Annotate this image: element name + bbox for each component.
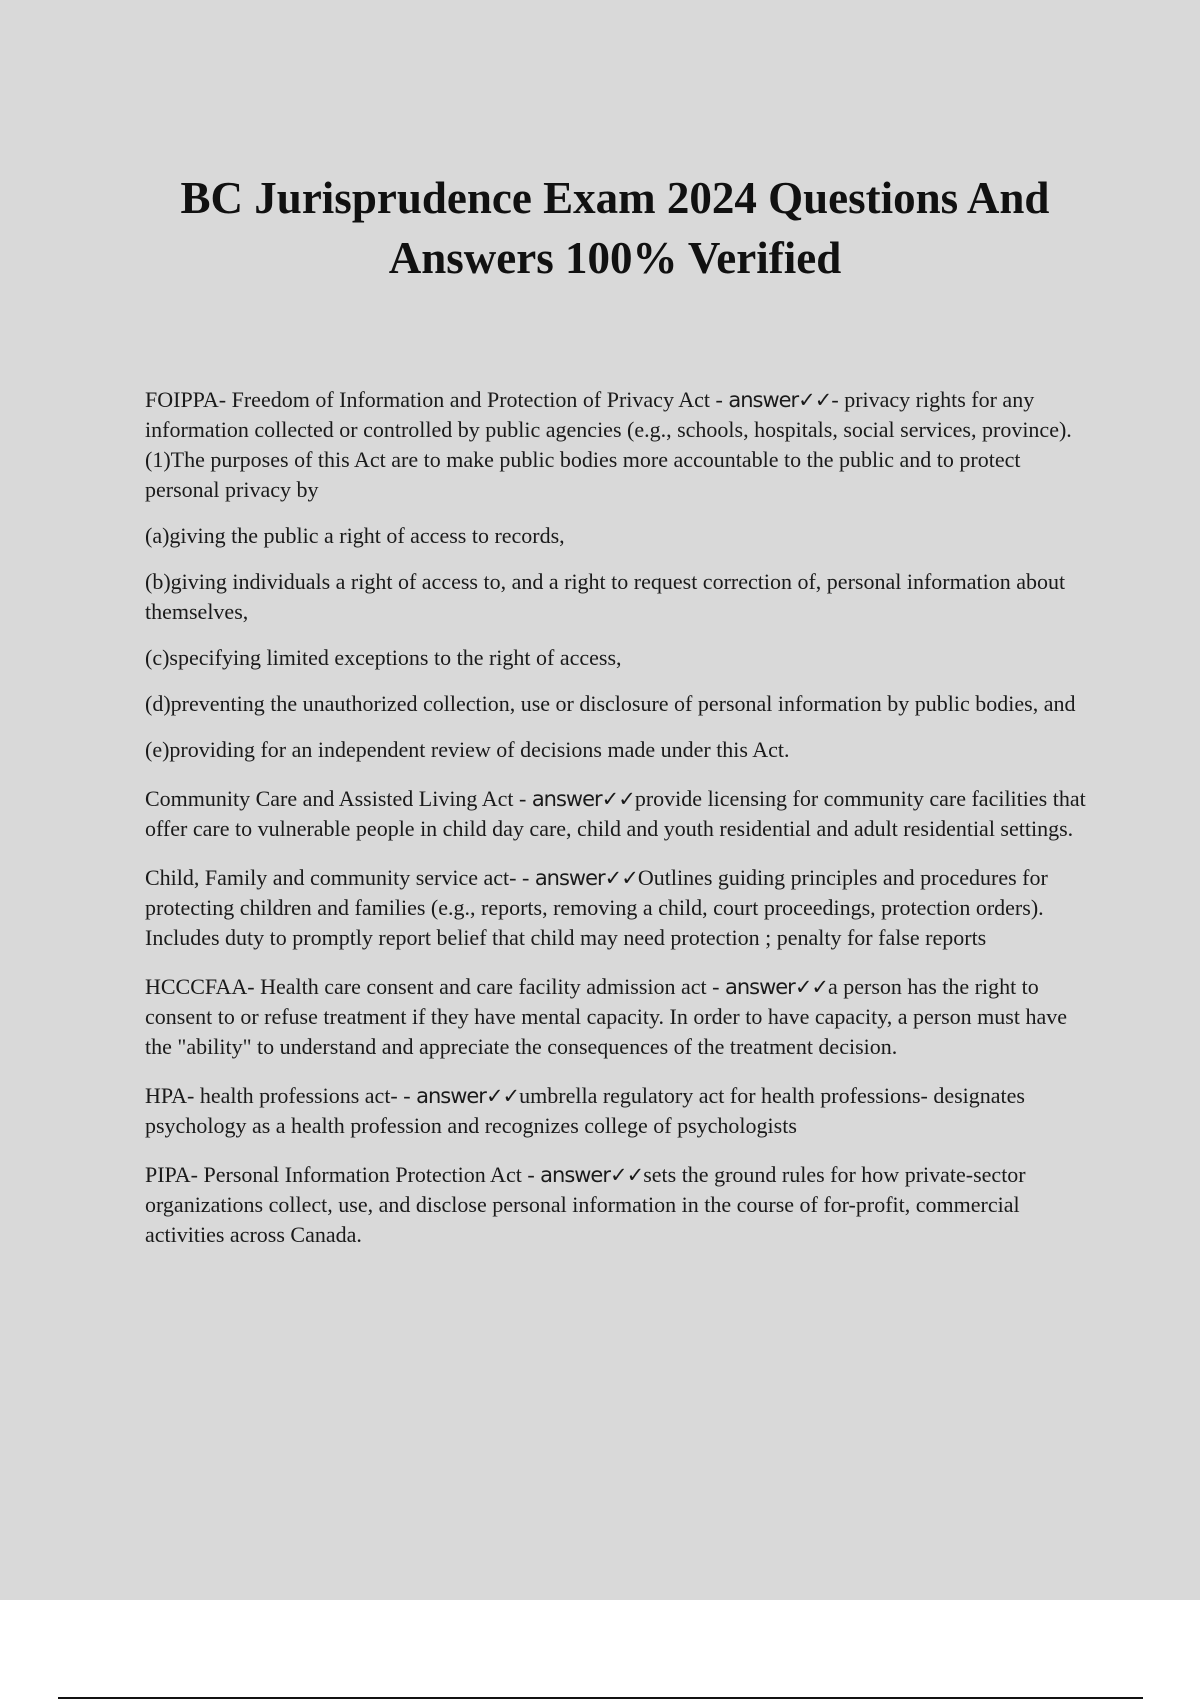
qa-entry-hpa bbox=[145, 1081, 1090, 1141]
qa-entry-cfcsa bbox=[145, 863, 1090, 953]
entry-term: Community Care and Assisted Living Act - bbox=[145, 786, 532, 811]
answer-marker: answer✓✓ bbox=[540, 1163, 644, 1187]
entry-term: HPA- health professions act- - bbox=[145, 1083, 417, 1108]
answer-marker: answer✓✓ bbox=[728, 388, 832, 412]
answer-marker: answer✓✓ bbox=[724, 975, 829, 999]
document-body bbox=[145, 385, 1090, 1269]
entry-term: Child, Family and community service act- - bbox=[145, 865, 535, 890]
entry-answer: a person has the right to consent to or refuse treatment if they have mental capacity. In order to have capacity, a person must have the "ability" to understand and appreciate the consequences of the treatment decision. bbox=[145, 974, 1067, 1059]
entry-answer: umbrella regulatory act for health professions- designates psychology as a health profession and recognizes college of psychologists bbox=[145, 1083, 1025, 1138]
qa-entry-hcccfaa bbox=[145, 972, 1090, 1062]
document-title: BC Jurisprudence Exam 2024 Questions And Answers 100% Verified bbox=[180, 173, 1050, 283]
entry-answer: sets the ground rules for how private-sector organizations collect, use, and disclose personal information in the course of for-profit, commercial activities across Canada. bbox=[145, 1162, 1026, 1247]
entry-answer: provide licensing for community care facilities that offer care to vulnerable people in child day care, child and youth residential and adult residential settings. bbox=[145, 786, 1086, 841]
entry-term: FOIPPA- Freedom of Information and Protection of Privacy Act - bbox=[145, 387, 729, 412]
answer-marker: answer✓✓ bbox=[534, 866, 638, 890]
sub-item-d: (d)preventing the unauthorized collection, use or disclosure of personal information by public bodies, and bbox=[145, 691, 1076, 716]
qa-entry-pipa bbox=[145, 1160, 1090, 1250]
sub-item-a: (a)giving the public a right of access to records, bbox=[145, 523, 565, 548]
entry-answer: Outlines guiding principles and procedures for protecting children and families (e.g., reports, removing a child, court proceedings, protection orders). Includes duty to promptly report belief that child may need protection ; penalty for false reports bbox=[145, 865, 1048, 950]
entry-answer: - privacy rights for any information collected or controlled by public agencies (e.g., schools, hospitals, social services, province). (1)The purposes of this Act are to make public bodies more accountable to the public and to protect personal privacy by bbox=[145, 387, 1072, 502]
entry-term: PIPA- Personal Information Protection Act - bbox=[145, 1162, 541, 1187]
sub-item-c: (c)specifying limited exceptions to the right of access, bbox=[145, 645, 622, 670]
entry-term: HCCCFAA- Health care consent and care facility admission act - bbox=[145, 974, 725, 999]
answer-marker: answer✓✓ bbox=[531, 787, 635, 811]
qa-entry-ccala bbox=[145, 784, 1090, 844]
qa-entry-foippa bbox=[145, 385, 1090, 505]
sub-item-b: (b)giving individuals a right of access to, and a right to request correction of, personal information about themselves, bbox=[145, 569, 1066, 624]
footer-divider bbox=[58, 1697, 1143, 1699]
answer-marker: answer✓✓ bbox=[416, 1084, 520, 1108]
sub-item-e: (e)providing for an independent review of decisions made under this Act. bbox=[145, 737, 790, 762]
